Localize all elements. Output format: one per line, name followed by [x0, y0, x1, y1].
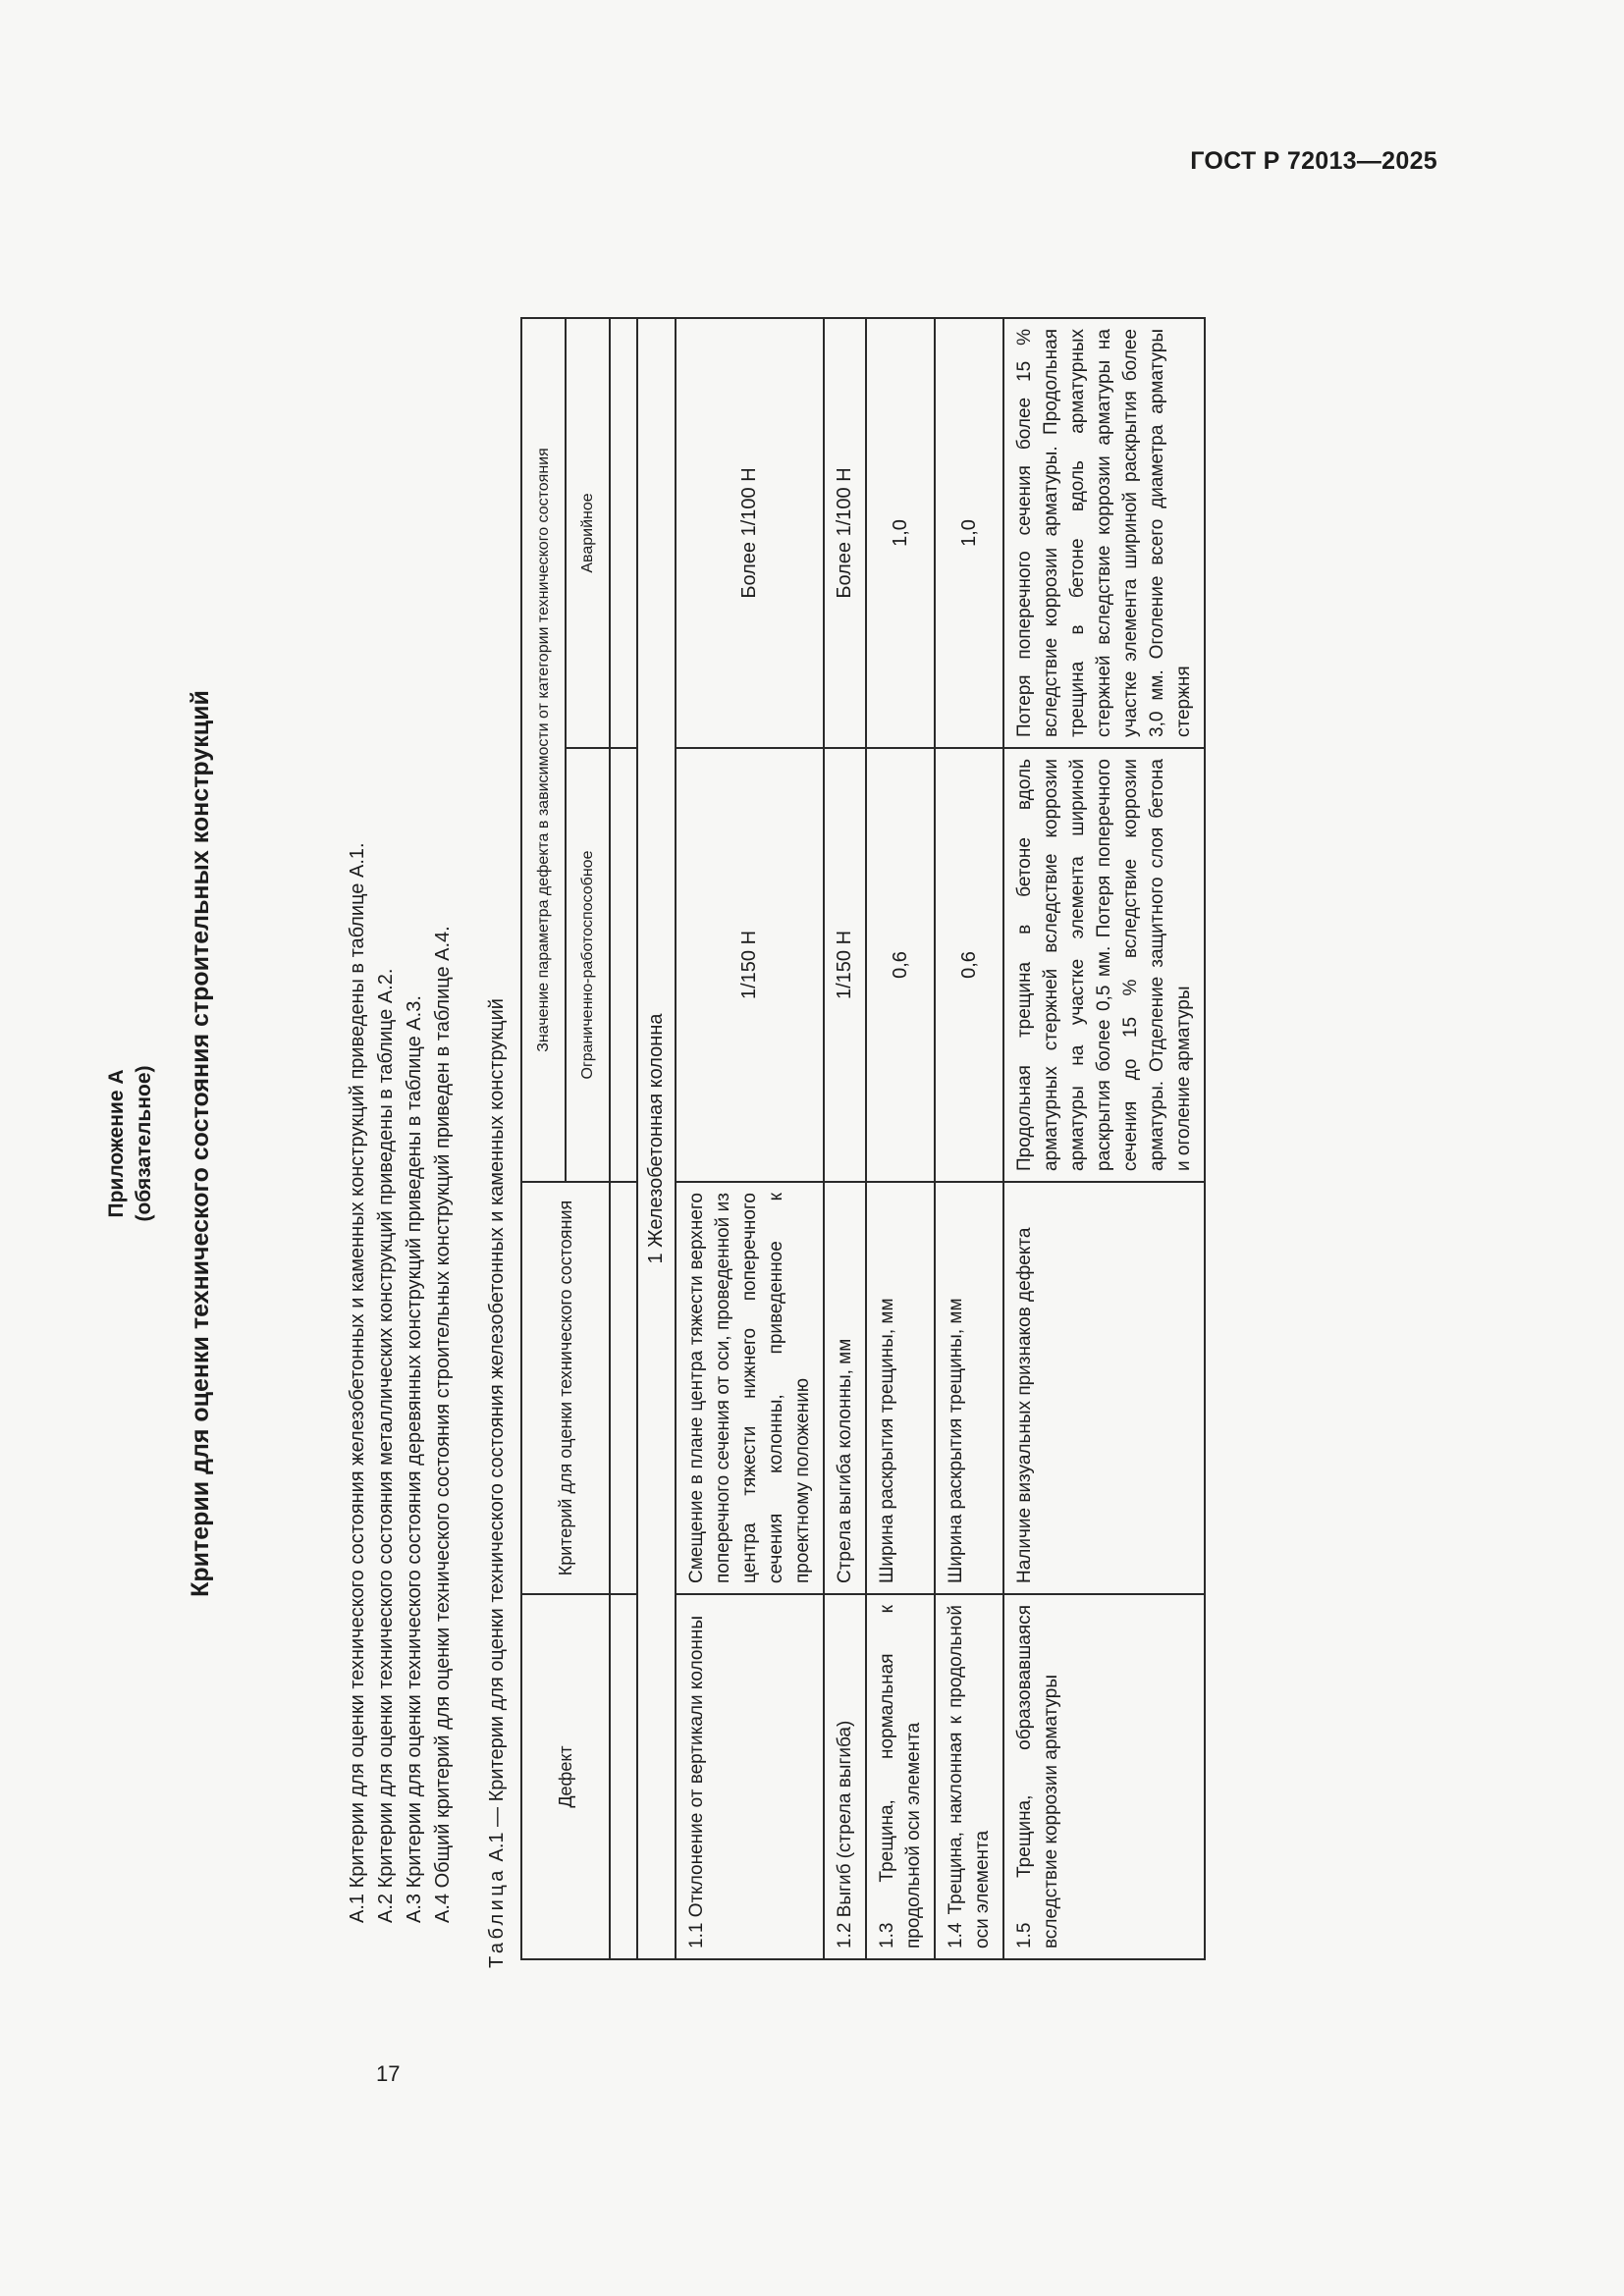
- list-item: А.1 Критерии для оценки технического состояния железобетонных и каменных конструкций приведены в таблице А.1.: [347, 842, 368, 1923]
- section-title: 1 Железобетонная колонна: [637, 318, 676, 1959]
- appendix-heading: [103, 201, 158, 2086]
- criterion-cell: Стрела выгиба колонны, мм: [824, 1182, 866, 1594]
- criterion-cell: Ширина раскрытия трещины, мм: [866, 1182, 935, 1594]
- table-caption: [486, 250, 509, 1968]
- emergency-value-cell: 1,0: [935, 318, 1003, 748]
- defect-cell: 1.1 Отклонение от вертикали колонны: [676, 1594, 824, 1959]
- emergency-value-cell: 1,0: [866, 318, 935, 748]
- page-number: 17: [376, 2061, 401, 2086]
- criteria-table: [520, 317, 1206, 1960]
- table-row: [866, 318, 935, 1959]
- list-item: А.4 Общий критерий для оценки технического состояния строительных конструкций приведен в таблице А.4.: [432, 926, 454, 1923]
- header-criterion: Критерий для оценки технического состояния: [521, 1182, 610, 1594]
- table-row: [824, 318, 866, 1959]
- table-row: [676, 318, 824, 1959]
- limited-value-cell: Продольная трещина в бетоне вдоль арматурных стержней вследствие коррозии арматуры на участке элемента шириной раскрытия более 0,5 мм. Потеря поперечного сечения до 15 % вследствие коррозии арматуры. Отделение защитного слоя бетона и оголение арматуры: [1003, 748, 1205, 1182]
- table-caption-prefix: Таблица: [486, 1867, 508, 1968]
- spacer-cell: [610, 748, 637, 1182]
- emergency-value-cell: Потеря поперечного сечения более 15 % вследствие коррозии арматуры. Продольная трещина в бетоне вдоль арматурных стержней вследствие коррозии арматуры на участке элемента шириной раскрытия более 3,0 мм. Оголение всего диаметра арматуры стержня: [1003, 318, 1205, 748]
- emergency-value-cell: Более 1/100 H: [824, 318, 866, 748]
- criterion-cell: Смещение в плане центра тяжести верхнего поперечного сечения от оси, проведенной из центра тяжести нижнего поперечного сечения колонны, приведенное к проектному положению: [676, 1182, 824, 1594]
- criterion-cell: Ширина раскрытия трещины, мм: [935, 1182, 1003, 1594]
- spacer-row: [610, 318, 637, 1959]
- rotated-page-content: [98, 201, 1463, 2086]
- header-emergency: Аварийное: [566, 318, 610, 748]
- table-row: [1003, 318, 1205, 1959]
- spacer-cell: [610, 1182, 637, 1594]
- defect-cell: 1.5 Трещина, образовавшаяся вследствие коррозии арматуры: [1003, 1594, 1205, 1959]
- appendix-note: (обязательное): [133, 1065, 155, 1222]
- header-value-group: Значение параметра дефекта в зависимости от категории технического состояния: [521, 318, 566, 1182]
- limited-value-cell: 0,6: [866, 748, 935, 1182]
- list-item: А.3 Критерии для оценки технического состояния деревянных конструкций приведены в таблице А.3.: [404, 995, 425, 1923]
- limited-value-cell: 0,6: [935, 748, 1003, 1182]
- table-caption-text: А.1 — Критерии для оценки технического состояния железобетонных и каменных конструкций: [486, 998, 508, 1862]
- header-limited: Ограниченно-работоспособное: [566, 748, 610, 1182]
- limited-value-cell: 1/150 H: [676, 748, 824, 1182]
- spacer-cell: [610, 318, 637, 748]
- main-title: Критерии для оценки технического состояния строительных конструкций: [187, 690, 214, 1597]
- criteria-list: [344, 205, 458, 1923]
- appendix-title: Приложение А: [105, 1069, 128, 1218]
- emergency-value-cell: Более 1/100 H: [676, 318, 824, 748]
- spacer-cell: [610, 1594, 637, 1959]
- section-row: [637, 318, 676, 1959]
- document-code: ГОСТ Р 72013—2025: [1190, 147, 1437, 175]
- list-item: А.2 Критерии для оценки технического состояния металлических конструкций приведены в таблице А.2.: [375, 968, 397, 1923]
- defect-cell: 1.2 Выгиб (стрела выгиба): [824, 1594, 866, 1959]
- limited-value-cell: 1/150 H: [824, 748, 866, 1182]
- defect-cell: 1.4 Трещина, наклонная к продольной оси элемента: [935, 1594, 1003, 1959]
- criterion-cell: Наличие визуальных признаков дефекта: [1003, 1182, 1205, 1594]
- header-defect: Дефект: [521, 1594, 610, 1959]
- table-row: [935, 318, 1003, 1959]
- defect-cell: 1.3 Трещина, нормальная к продольной оси элемента: [866, 1594, 935, 1959]
